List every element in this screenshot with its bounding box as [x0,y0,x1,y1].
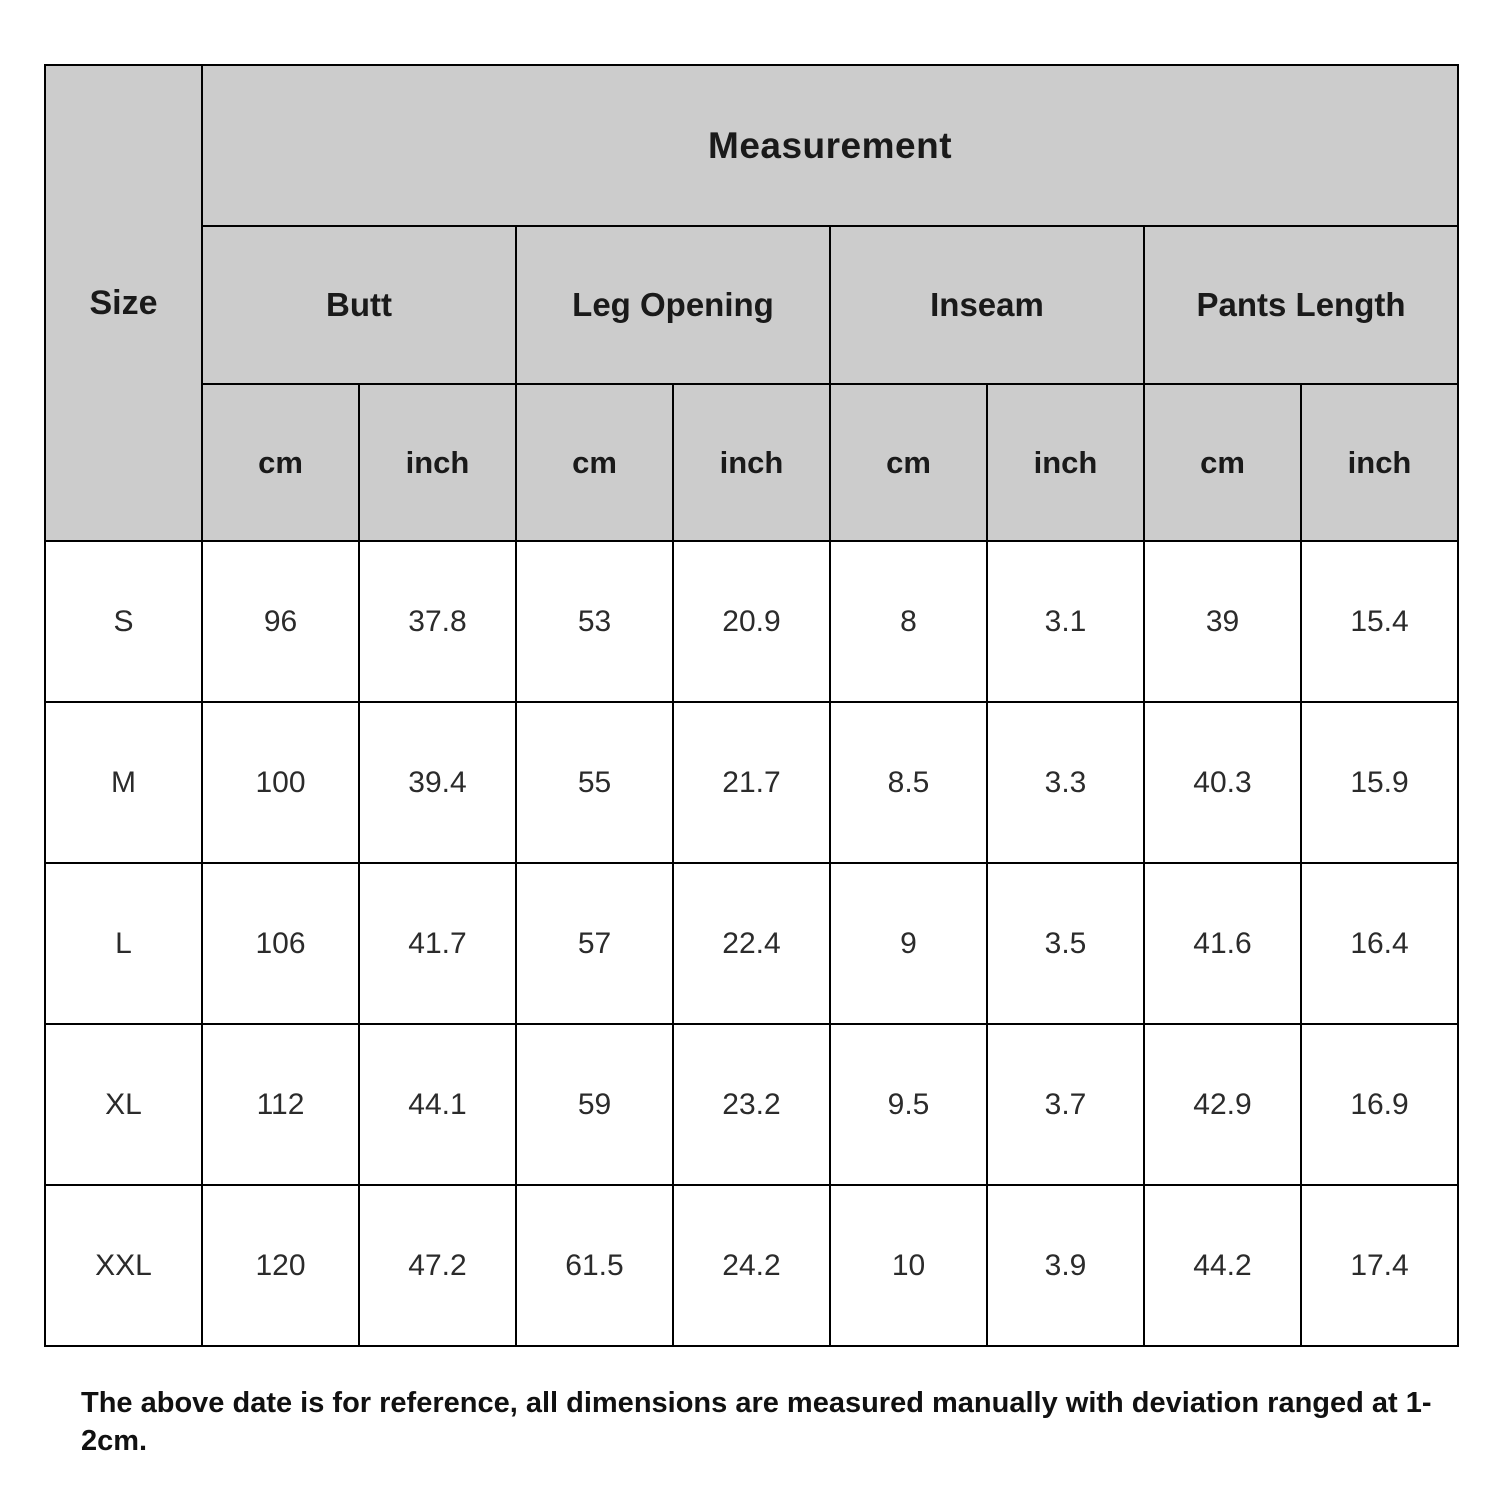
size-cell: XL [45,1024,202,1185]
size-cell: S [45,541,202,702]
value-cell: 47.2 [359,1185,516,1346]
value-cell: 23.2 [673,1024,830,1185]
value-cell: 9 [830,863,987,1024]
value-cell: 44.1 [359,1024,516,1185]
unit-header-cm: cm [202,384,359,541]
value-cell: 57 [516,863,673,1024]
value-cell: 106 [202,863,359,1024]
size-cell: L [45,863,202,1024]
table-row [45,541,1458,702]
unit-header-inch: inch [987,384,1144,541]
value-cell: 112 [202,1024,359,1185]
value-cell: 8.5 [830,702,987,863]
value-cell: 42.9 [1144,1024,1301,1185]
value-cell: 16.9 [1301,1024,1458,1185]
value-cell: 53 [516,541,673,702]
value-cell: 61.5 [516,1185,673,1346]
size-header-cell: Size [45,65,202,541]
value-cell: 22.4 [673,863,830,1024]
header-row-measurement [45,65,1458,226]
measurement-header-cell: Measurement [202,65,1458,226]
value-cell: 15.4 [1301,541,1458,702]
unit-header-inch: inch [359,384,516,541]
value-cell: 41.7 [359,863,516,1024]
unit-header-cm: cm [516,384,673,541]
reference-footnote: The above date is for reference, all dimensions are measured manually with deviation ranged at 1-2cm. [81,1387,1432,1458]
header-row-categories [45,226,1458,384]
value-cell: 3.5 [987,863,1144,1024]
value-cell: 3.9 [987,1185,1144,1346]
unit-header-inch: inch [1301,384,1458,541]
category-header-pants-length: Pants Length [1144,226,1458,384]
value-cell: 37.8 [359,541,516,702]
size-chart-table [44,64,1459,1347]
value-cell: 3.1 [987,541,1144,702]
header-row-units [45,384,1458,541]
value-cell: 41.6 [1144,863,1301,1024]
category-header-leg-opening: Leg Opening [516,226,830,384]
table-row [45,863,1458,1024]
value-cell: 120 [202,1185,359,1346]
value-cell: 3.3 [987,702,1144,863]
table-row [45,1185,1458,1346]
unit-header-cm: cm [830,384,987,541]
value-cell: 39 [1144,541,1301,702]
value-cell: 55 [516,702,673,863]
value-cell: 10 [830,1185,987,1346]
value-cell: 20.9 [673,541,830,702]
value-cell: 15.9 [1301,702,1458,863]
table-row [45,1024,1458,1185]
unit-header-cm: cm [1144,384,1301,541]
size-cell: XXL [45,1185,202,1346]
size-cell: M [45,702,202,863]
value-cell: 16.4 [1301,863,1458,1024]
value-cell: 40.3 [1144,702,1301,863]
category-header-inseam: Inseam [830,226,1144,384]
value-cell: 3.7 [987,1024,1144,1185]
table-row [45,702,1458,863]
value-cell: 8 [830,541,987,702]
value-cell: 9.5 [830,1024,987,1185]
value-cell: 44.2 [1144,1185,1301,1346]
value-cell: 39.4 [359,702,516,863]
value-cell: 96 [202,541,359,702]
value-cell: 59 [516,1024,673,1185]
value-cell: 24.2 [673,1185,830,1346]
value-cell: 21.7 [673,702,830,863]
unit-header-inch: inch [673,384,830,541]
category-header-butt: Butt [202,226,516,384]
value-cell: 100 [202,702,359,863]
value-cell: 17.4 [1301,1185,1458,1346]
